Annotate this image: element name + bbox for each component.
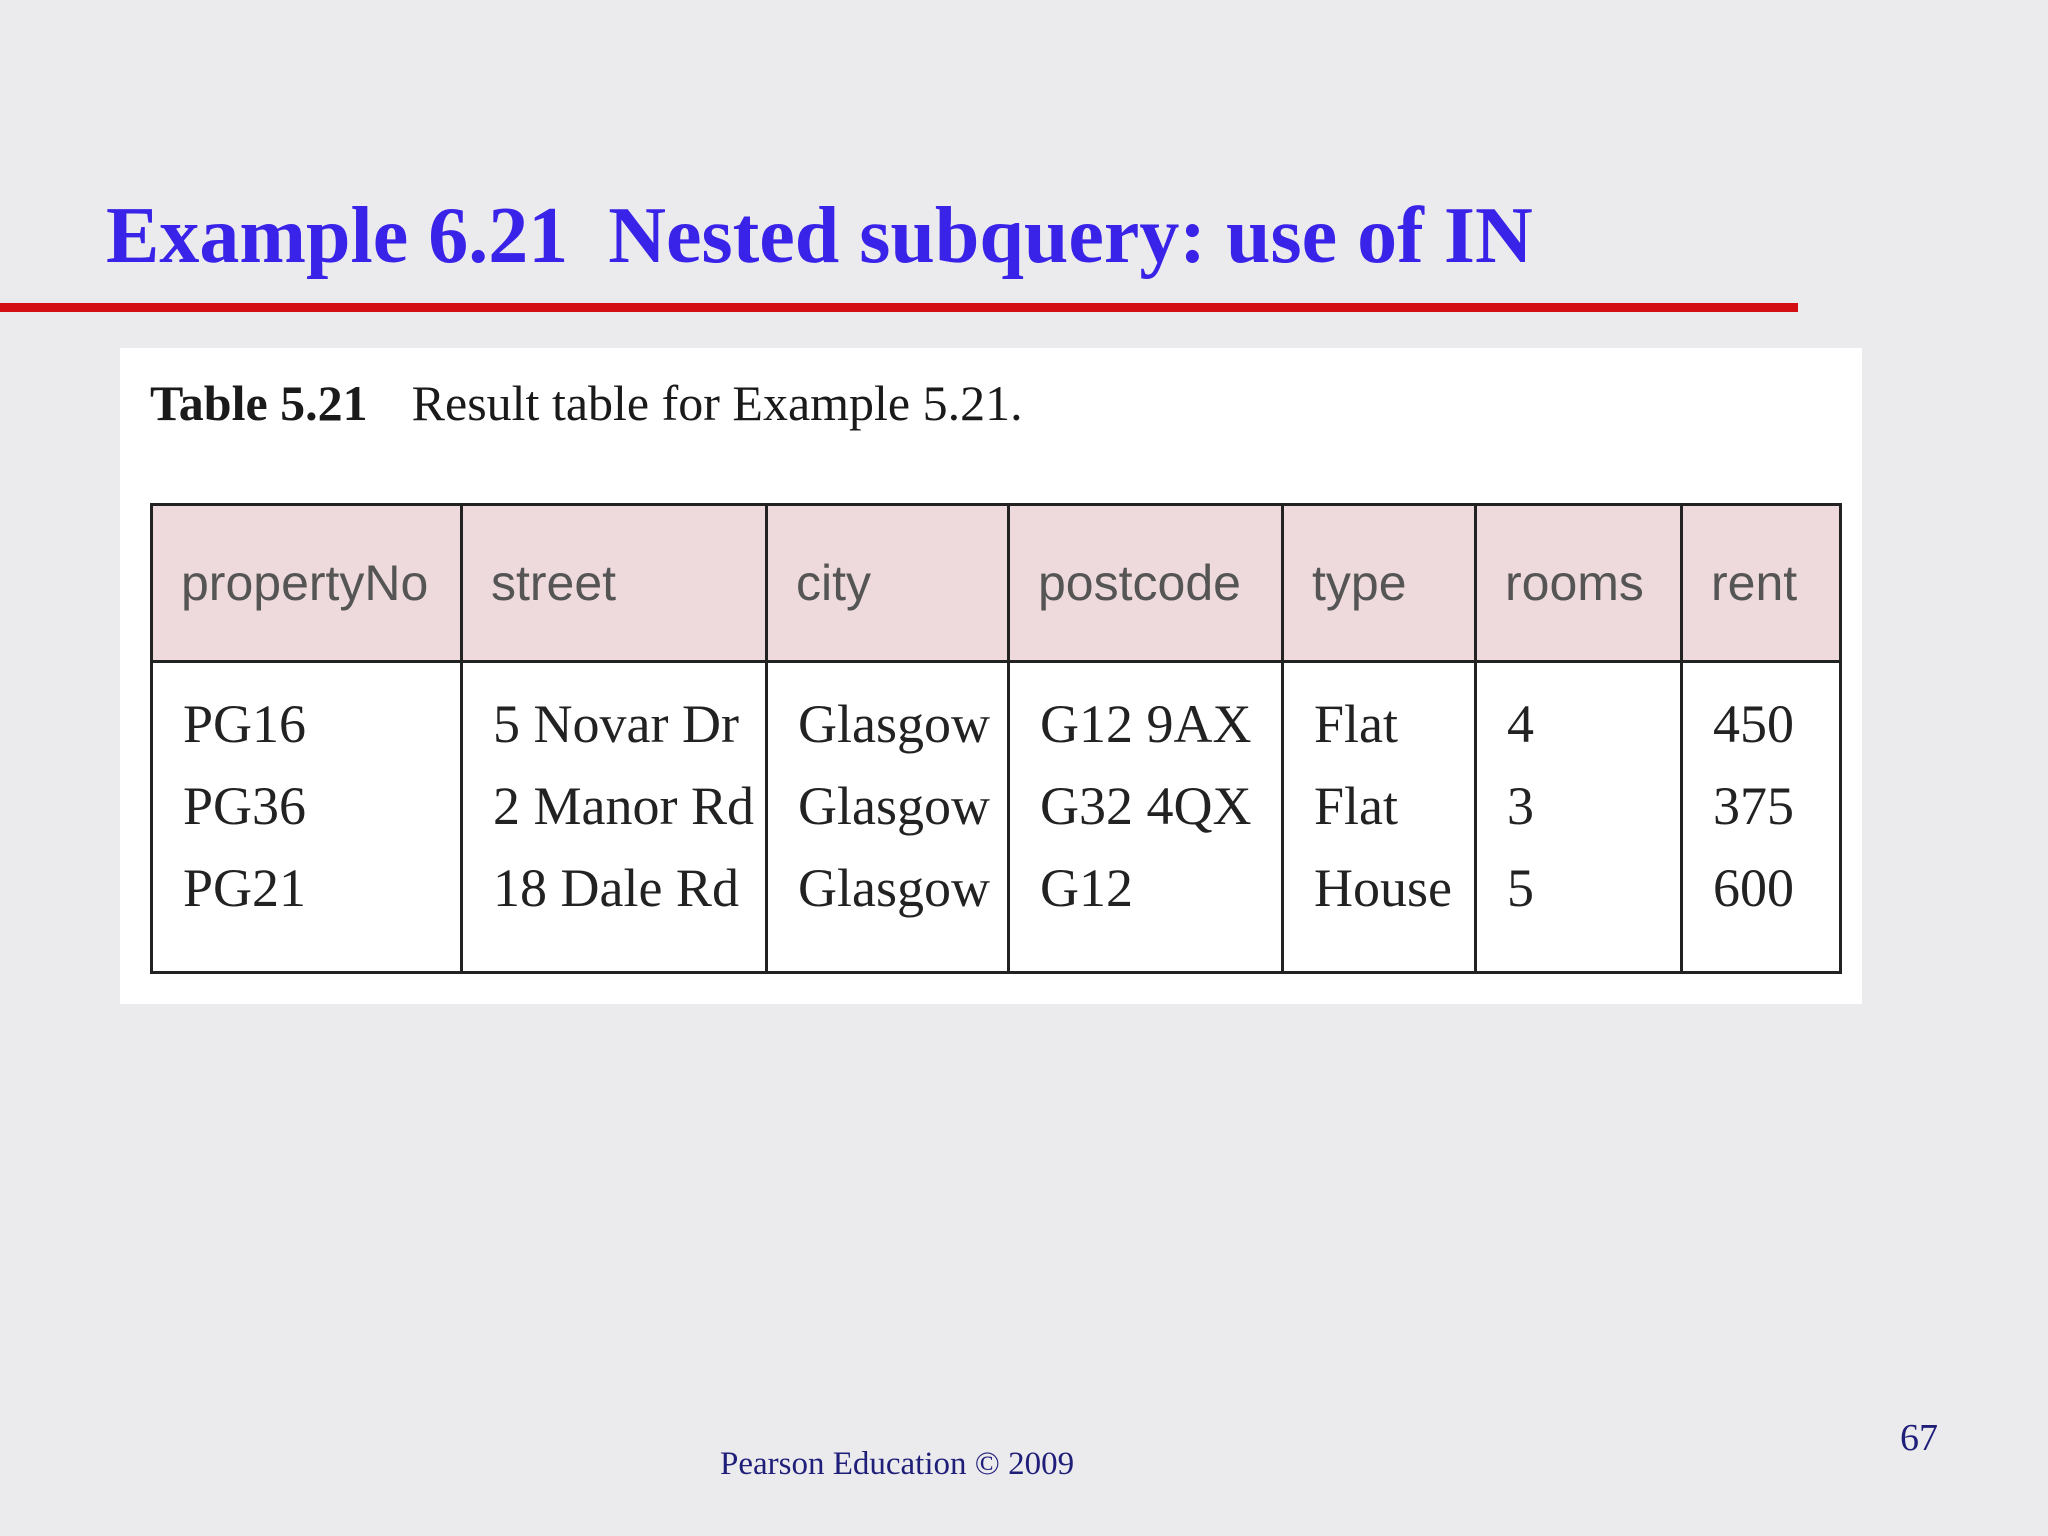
table-cell: Glasgow [798,694,990,754]
table-caption-number: Table 5.21 [150,375,368,431]
table-cell: Flat [1314,694,1399,754]
table-cell: 5 [1507,858,1534,918]
column-header-street: street [462,505,767,662]
page-number: 67 [1900,1417,1938,1459]
table-caption-text: Result table for Example 5.21. [411,375,1023,431]
table-cell: G12 9AX [1040,694,1252,754]
table-cell: 5 Novar Dr [493,694,739,754]
table-cell: Flat [1314,776,1399,836]
table-cell: 3 [1507,776,1534,836]
table-cell: House [1314,858,1452,918]
table-cell: 18 Dale Rd [493,858,739,918]
table-cell: Glasgow [798,858,990,918]
column-header-city: city [767,505,1009,662]
table-cell: PG36 [183,776,307,836]
column-cell-city [767,662,1009,973]
table-body-row [152,662,1841,973]
footer-copyright: Pearson Education © 2009 [720,1446,1075,1482]
title-underline [0,303,1798,312]
column-cell-rent [1682,662,1841,973]
table-cell: 2 Manor Rd [493,776,754,836]
table-cell: 450 [1713,694,1794,754]
table-cell: 600 [1713,858,1794,918]
column-header-propertyNo: propertyNo [152,505,462,662]
table-cell: G32 4QX [1040,776,1252,836]
table-cell: G12 [1040,858,1133,918]
slide-title: Example 6.21 Nested subquery: use of IN [106,192,1533,280]
column-header-type: type [1283,505,1476,662]
table-cell: 375 [1713,776,1794,836]
table-cell: Glasgow [798,776,990,836]
column-cell-street [462,662,767,973]
table-header-row [152,505,1841,662]
column-cell-type [1283,662,1476,973]
column-header-rent: rent [1682,505,1841,662]
column-header-postcode: postcode [1009,505,1283,662]
table-caption [150,375,1023,431]
column-cell-propertyNo [152,662,462,973]
table-cell: 4 [1507,694,1534,754]
table-cell: PG16 [183,694,307,754]
result-table [150,503,1842,974]
table-cell: PG21 [183,858,307,918]
column-cell-postcode [1009,662,1283,973]
column-cell-rooms [1476,662,1682,973]
column-header-rooms: rooms [1476,505,1682,662]
